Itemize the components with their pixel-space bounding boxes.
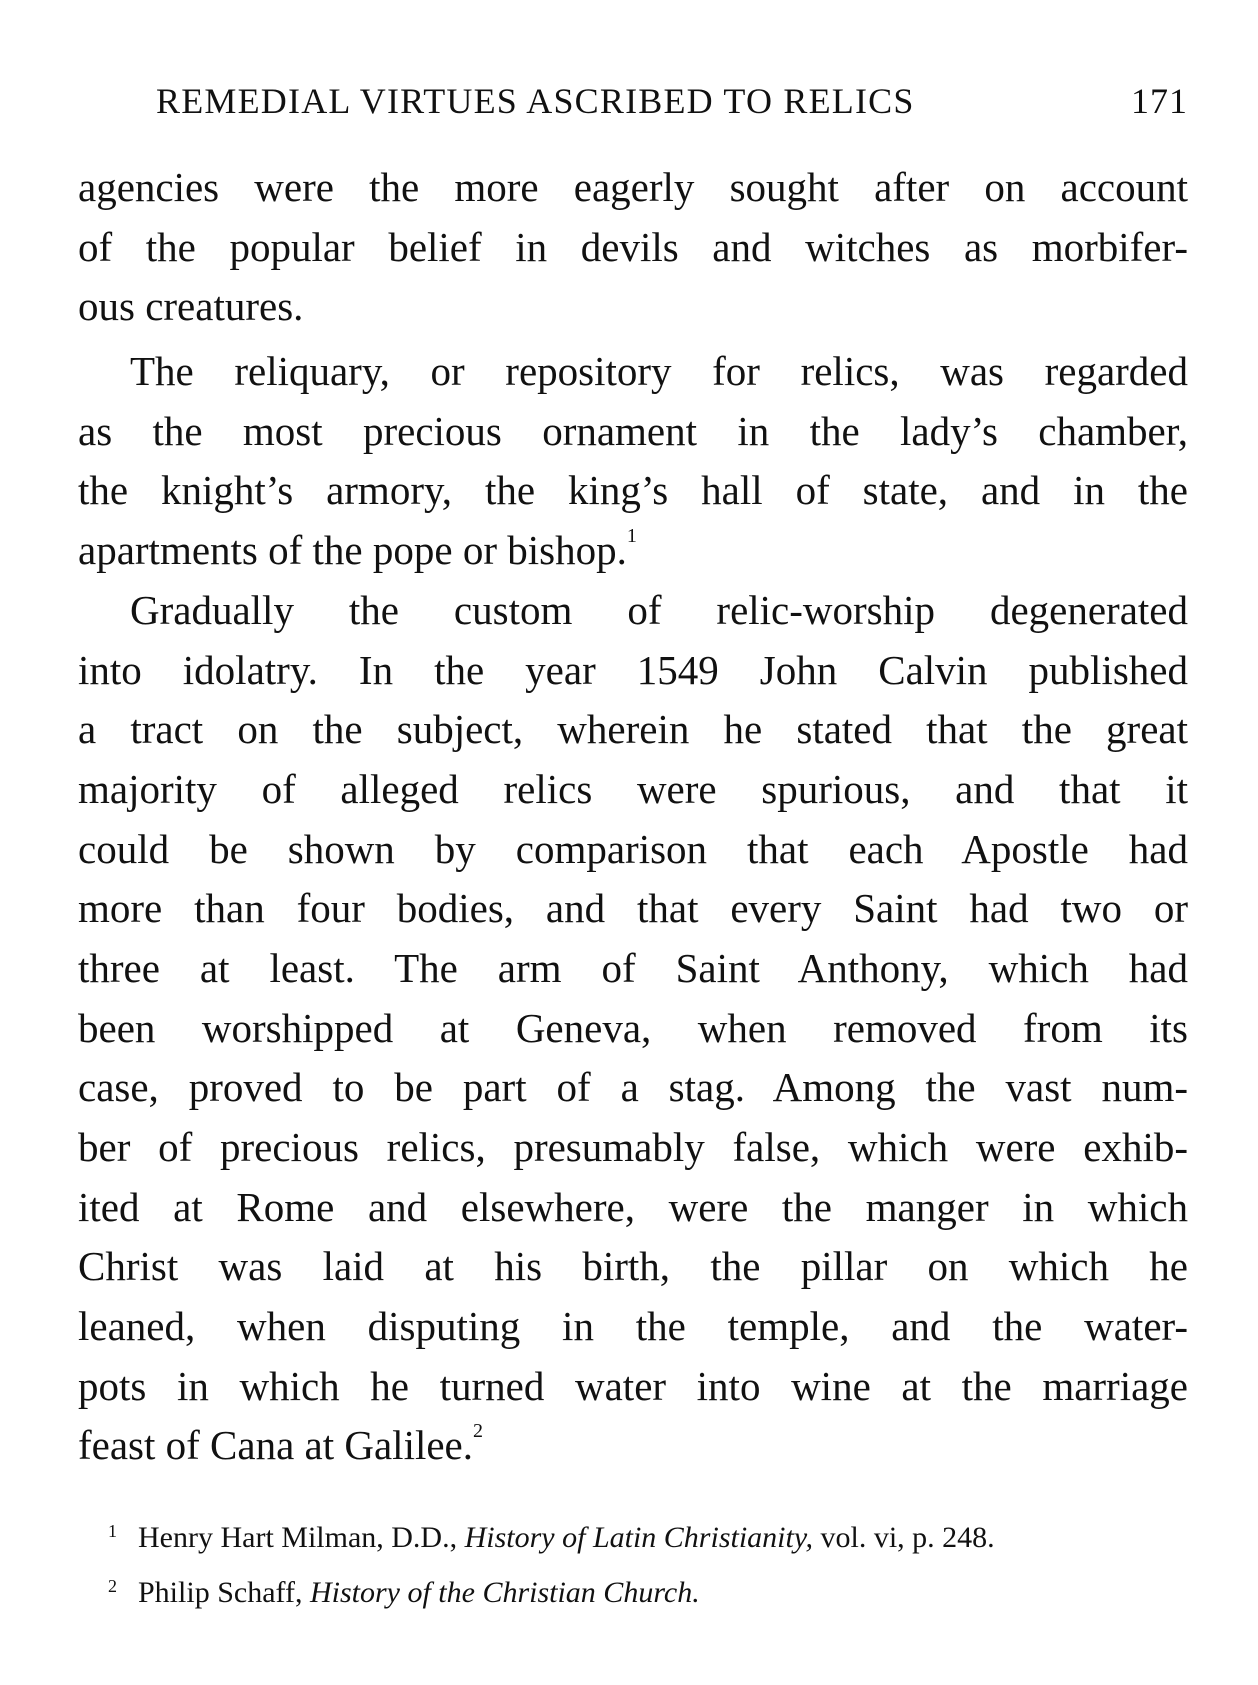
text-line: pots in which he turned water into wine at the marriage bbox=[78, 1362, 1188, 1409]
text-line: ited at Rome and elsewhere, were the manger in which bbox=[78, 1183, 1188, 1230]
page-number: 171 bbox=[1131, 81, 1188, 121]
footnote-author: Philip Schaff, bbox=[138, 1576, 310, 1609]
text-line: feast of Cana at Galilee. bbox=[78, 1422, 474, 1469]
paragraph-3 bbox=[78, 581, 1188, 1476]
footnote-ref: 1 bbox=[626, 525, 637, 548]
footnote-mark: 1 bbox=[108, 1521, 117, 1541]
paragraph-1 bbox=[78, 158, 1188, 337]
footnote-ref: 2 bbox=[473, 1420, 484, 1443]
paragraph-2 bbox=[78, 342, 1188, 581]
footnote-mark: 2 bbox=[108, 1576, 117, 1596]
text-line: more than four bodies, and that every Saint had two or bbox=[78, 885, 1188, 932]
footnote-1 bbox=[108, 1507, 1188, 1562]
text-line: ous creatures. bbox=[78, 283, 304, 330]
running-head bbox=[78, 80, 1188, 130]
footnote-title: History of the Christian Church. bbox=[309, 1576, 700, 1609]
footnotes bbox=[108, 1507, 1188, 1617]
text-line: Christ was laid at his birth, the pillar on which he bbox=[78, 1243, 1188, 1290]
footnote-rest: vol. vi, p. 248. bbox=[813, 1521, 995, 1554]
text-line: The reliquary, or repository for relics, was regarded bbox=[130, 348, 1188, 395]
text-line: a tract on the subject, wherein he stated that the great bbox=[78, 706, 1188, 753]
text-line: majority of alleged relics were spurious, and that it bbox=[78, 765, 1188, 812]
text-line: ber of precious relics, presumably false, which were exhib- bbox=[78, 1124, 1188, 1170]
text-line: agencies were the more eagerly sought after on account bbox=[78, 164, 1188, 210]
text-line: three at least. The arm of Saint Anthony, which had bbox=[78, 944, 1188, 991]
text-line: leaned, when disputing in the temple, and the water- bbox=[78, 1303, 1188, 1350]
book-page bbox=[78, 0, 1188, 1685]
text-line-with-ref bbox=[78, 1416, 1188, 1476]
text-line-with-ref bbox=[78, 521, 1188, 581]
text-line: could be shown by comparison that each Apostle had bbox=[78, 825, 1188, 872]
text-line: the knight’s armory, the king’s hall of state, and in the bbox=[78, 467, 1188, 514]
text-line: into idolatry. In the year 1549 John Calvin published bbox=[78, 646, 1188, 693]
body-text bbox=[78, 158, 1188, 1476]
footnote-2 bbox=[108, 1562, 1188, 1617]
footnote-author: Henry Hart Milman, D.D., bbox=[138, 1521, 465, 1554]
text-line: Gradually the custom of relic-worship degenerated bbox=[130, 586, 1188, 633]
text-line: apartments of the pope or bishop. bbox=[78, 527, 627, 574]
text-line: been worshipped at Geneva, when removed from its bbox=[78, 1004, 1188, 1051]
text-line: as the most precious ornament in the lady’s chamber, bbox=[78, 407, 1188, 454]
footnote-title: History of Latin Christianity, bbox=[464, 1521, 813, 1554]
text-line: of the popular belief in devils and witches as morbifer- bbox=[78, 223, 1188, 270]
running-title: REMEDIAL VIRTUES ASCRIBED TO RELICS bbox=[156, 81, 915, 121]
text-line: case, proved to be part of a stag. Among the vast num- bbox=[78, 1064, 1188, 1111]
